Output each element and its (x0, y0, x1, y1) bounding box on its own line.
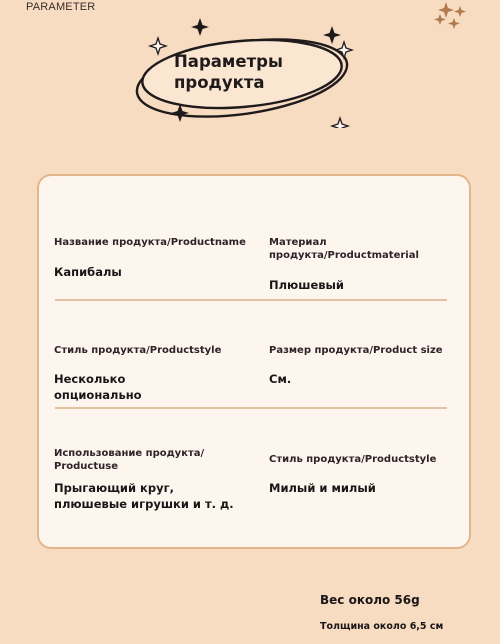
decorative-sparkles-icon (432, 0, 472, 32)
param-label: Размер продукта/Product size (269, 345, 443, 356)
badge-title: Параметры продукта (174, 52, 283, 92)
param-value: Прыгающий круг, плюшевые игрушки и т. д. (54, 481, 234, 511)
param-label: Материал продукта/Productmaterial (269, 237, 419, 261)
param-label: Название продукта/Productname (54, 237, 246, 248)
title-badge (130, 18, 370, 128)
param-product-material (269, 236, 469, 293)
param-label: Стиль продукта/Productstyle (269, 454, 437, 465)
param-value: См. (269, 372, 292, 386)
param-value: Несколько опционально (54, 372, 142, 402)
param-label: Стиль продукта/Productstyle (54, 345, 222, 356)
param-product-style (54, 344, 254, 403)
divider (55, 407, 447, 409)
param-label: Использование продукта/ Productuse (54, 448, 205, 472)
thickness-text: Толщина около 6,5 см (320, 621, 444, 632)
param-value: Милый и милый (269, 481, 376, 495)
divider (55, 299, 447, 301)
param-value: Капибалы (54, 265, 122, 279)
param-value: Плюшевый (269, 278, 344, 292)
param-product-size (269, 344, 469, 387)
parameters-card (37, 174, 471, 549)
param-product-use (54, 447, 259, 512)
weight-text: Вес около 56g (320, 593, 420, 607)
top-label: PARAMETER (26, 1, 96, 13)
param-product-name (54, 236, 254, 280)
param-product-style-2 (269, 453, 469, 496)
